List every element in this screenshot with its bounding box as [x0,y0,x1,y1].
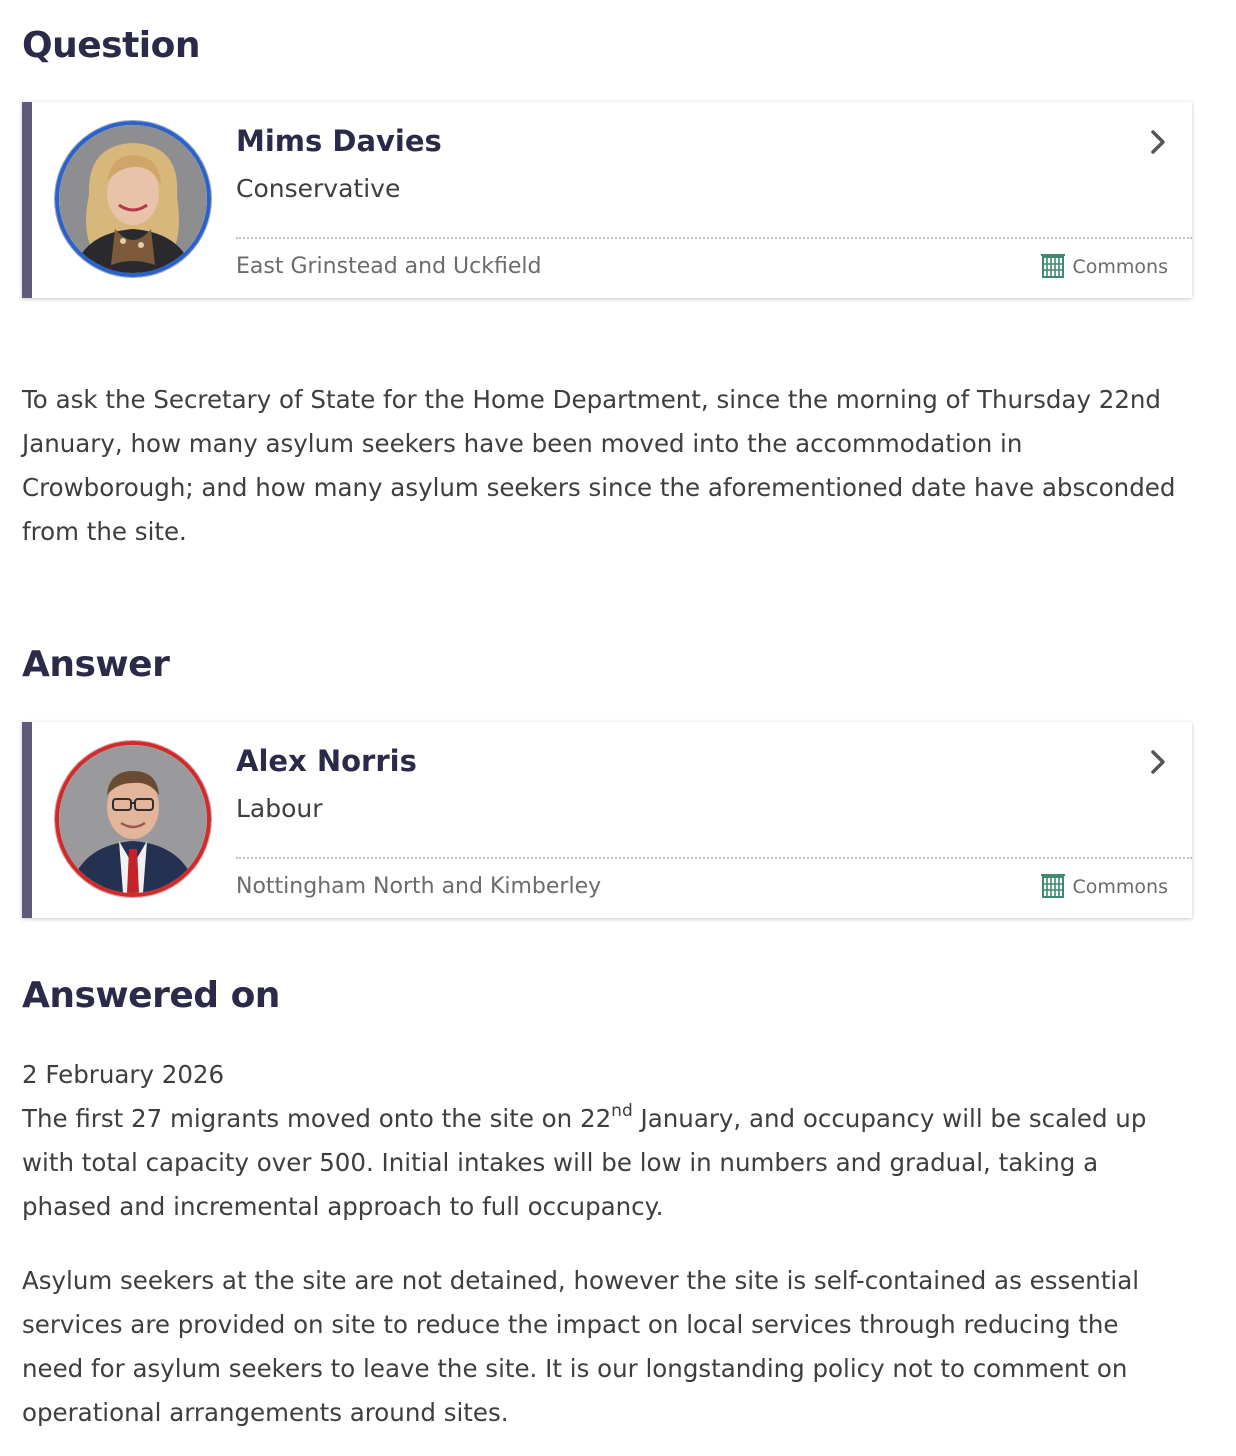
answer-paragraph-2: Asylum seekers at the site are not detained, however the site is self-contained as essential services are provided on site to reduce the impact on local services through reducing the need for asylum seekers to leave the site. It is our longstanding policy not to comment on operational arrangements around sites. [22,1266,1140,1427]
house-label [1041,872,1168,902]
member-photo [59,125,207,273]
ordinal-suffix: nd [611,1100,633,1121]
member-name: Mims Davies [236,124,442,158]
answer-member-card[interactable] [22,722,1192,918]
question-heading: Question [22,25,200,66]
member-photo [59,745,207,893]
card-divider [236,857,1192,859]
avatar [55,741,211,897]
portcullis-icon [1041,874,1065,900]
chevron-right-icon[interactable] [1148,748,1168,776]
question-text: To ask the Secretary of State for the Home Department, since the morning of Thursday 22nd January, how many asylum seekers have been moved into the accommodation in Crowborough; and how many asylum seekers since the aforementioned date have absconded from the site. [22,385,1176,546]
chevron-right-icon[interactable] [1148,128,1168,156]
card-divider [236,237,1192,239]
answered-on-heading: Answered on [22,975,280,1016]
house-label [1041,252,1168,282]
question-member-card[interactable] [22,102,1192,298]
portcullis-icon [1041,254,1065,280]
answer-text: The first 27 migrants moved onto the site on 22 [22,1104,612,1133]
member-name: Alex Norris [236,744,417,778]
answer-paragraph-1 [22,1097,1187,1229]
member-constituency: Nottingham North and Kimberley [236,874,602,899]
member-party: Conservative [236,174,401,203]
answered-date: 2 February 2026 [22,1060,225,1089]
member-constituency: East Grinstead and Uckfield [236,254,542,279]
answer-text: January, and occupancy will be scaled up with total capacity over 500. Initial intakes will be low in numbers and gradual, taking a phased and incremental approach to full occupancy. [22,1104,1147,1221]
avatar [55,121,211,277]
answer-heading: Answer [22,644,170,685]
house-name: Commons [1072,256,1168,278]
member-party: Labour [236,794,323,823]
house-name: Commons [1072,876,1168,898]
